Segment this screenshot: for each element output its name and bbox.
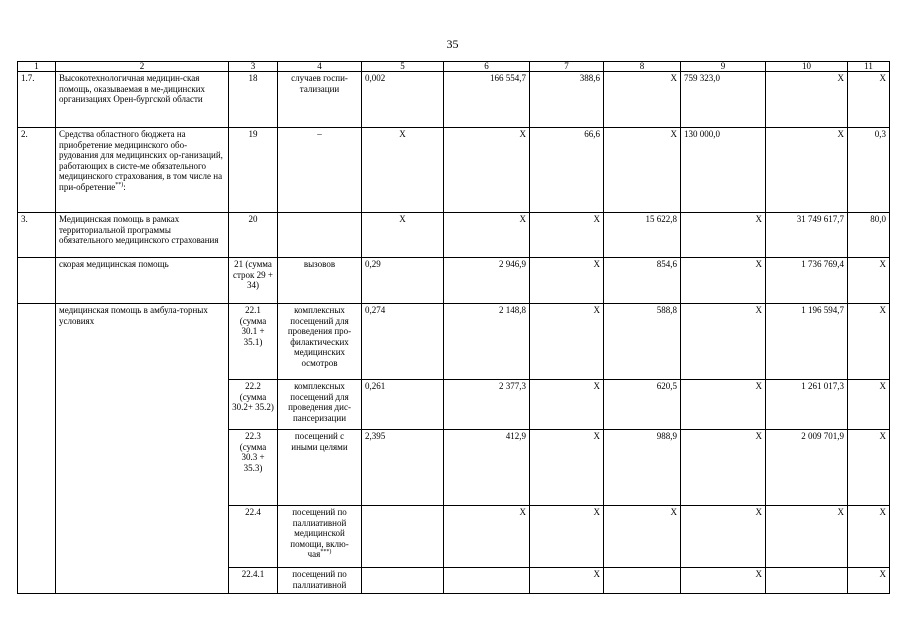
value-cell: 588,8 — [604, 304, 681, 380]
column-number: 6 — [444, 62, 530, 72]
value-cell: 80,0 — [848, 213, 890, 258]
row-name: Медицинская помощь в рамках территориальной программы обязательного медицинского страхования — [56, 213, 229, 258]
value-cell: 2,395 — [362, 430, 444, 506]
value-cell: X — [848, 506, 890, 568]
value-cell: 2 148,8 — [444, 304, 530, 380]
column-number: 3 — [229, 62, 278, 72]
value-cell: X — [848, 430, 890, 506]
value-cell: X — [681, 430, 766, 506]
value-cell: 854,6 — [604, 258, 681, 304]
line-code: 18 — [229, 72, 278, 128]
row-name: скорая медицинская помощь — [56, 258, 229, 304]
value-cell: 1 196 594,7 — [766, 304, 848, 380]
value-cell: X — [444, 506, 530, 568]
column-number: 5 — [362, 62, 444, 72]
value-cell: 1 261 017,3 — [766, 380, 848, 430]
value-cell: 759 323,0 — [681, 72, 766, 128]
value-cell: X — [530, 258, 604, 304]
value-cell: X — [362, 128, 444, 213]
value-cell: X — [766, 128, 848, 213]
value-cell: X — [530, 213, 604, 258]
value-cell: 412,9 — [444, 430, 530, 506]
column-number: 11 — [848, 62, 890, 72]
column-number: 10 — [766, 62, 848, 72]
unit-cell: комплексных посещений для проведения дис-пансеризации — [278, 380, 362, 430]
value-cell: X — [766, 506, 848, 568]
value-cell: X — [530, 430, 604, 506]
row-number — [18, 304, 56, 594]
line-code: 22.3 (сумма 30.3 + 35.3) — [229, 430, 278, 506]
value-cell: 1 736 769,4 — [766, 258, 848, 304]
value-cell: X — [766, 72, 848, 128]
value-cell — [362, 568, 444, 594]
column-number: 1 — [18, 62, 56, 72]
value-cell: 0,3 — [848, 128, 890, 213]
line-code: 22.2 (сумма 30.2+ 35.2) — [229, 380, 278, 430]
value-cell: 988,9 — [604, 430, 681, 506]
value-cell: X — [681, 568, 766, 594]
value-cell: X — [444, 213, 530, 258]
value-cell: X — [681, 506, 766, 568]
value-cell: X — [530, 506, 604, 568]
value-cell — [766, 568, 848, 594]
page-number: 35 — [446, 37, 459, 51]
value-cell: X — [444, 128, 530, 213]
value-cell: X — [848, 258, 890, 304]
row-name: медицинская помощь в амбула-торных условиях — [56, 304, 229, 594]
line-code: 21 (сумма строк 29 + 34) — [229, 258, 278, 304]
line-code: 22.1 (сумма 30.1 + 35.1) — [229, 304, 278, 380]
value-cell — [444, 568, 530, 594]
value-cell: 2 946,9 — [444, 258, 530, 304]
unit-cell: случаев госпи-тализации — [278, 72, 362, 128]
value-cell: X — [362, 213, 444, 258]
value-cell: 66,6 — [530, 128, 604, 213]
value-cell: X — [681, 380, 766, 430]
table-row — [18, 213, 890, 258]
column-number: 4 — [278, 62, 362, 72]
line-code: 22.4 — [229, 506, 278, 568]
value-cell — [362, 506, 444, 568]
value-cell: 0,29 — [362, 258, 444, 304]
value-cell: 0,002 — [362, 72, 444, 128]
unit-cell — [278, 213, 362, 258]
row-number: 2. — [18, 128, 56, 213]
value-cell: 0,261 — [362, 380, 444, 430]
value-cell: X — [530, 568, 604, 594]
value-cell: X — [604, 72, 681, 128]
table-row — [18, 304, 890, 380]
value-cell: 2 377,3 — [444, 380, 530, 430]
table-row — [18, 128, 890, 213]
value-cell: X — [530, 304, 604, 380]
unit-cell: комплексных посещений для проведения про-филактических медицинских осмотров — [278, 304, 362, 380]
value-cell: X — [681, 258, 766, 304]
value-cell — [604, 568, 681, 594]
value-cell: X — [848, 304, 890, 380]
value-cell: 0,274 — [362, 304, 444, 380]
unit-cell: посещений по паллиативной — [278, 568, 362, 594]
value-cell: 620,5 — [604, 380, 681, 430]
value-cell: X — [681, 304, 766, 380]
table-row — [18, 258, 890, 304]
value-cell: X — [681, 213, 766, 258]
value-cell: 388,6 — [530, 72, 604, 128]
value-cell: X — [848, 568, 890, 594]
line-code: 20 — [229, 213, 278, 258]
row-name: Средства областного бюджета на приобретение медицинского обо-рудования для медицинских ор-ганизаций, работающих в систе-ме обязательного медицинского страхования, в том числе на при-обретение**): — [56, 128, 229, 213]
value-cell: 2 009 701,9 — [766, 430, 848, 506]
value-cell: X — [848, 380, 890, 430]
unit-cell: вызовов — [278, 258, 362, 304]
line-code: 22.4.1 — [229, 568, 278, 594]
value-cell: X — [848, 72, 890, 128]
unit-cell: посещений с иными целями — [278, 430, 362, 506]
column-number: 2 — [56, 62, 229, 72]
unit-cell: посещений по паллиативной медицинской помощи, вклю-чая***) — [278, 506, 362, 568]
column-number: 7 — [530, 62, 604, 72]
value-cell: X — [604, 506, 681, 568]
value-cell: 15 622,8 — [604, 213, 681, 258]
value-cell: X — [530, 380, 604, 430]
value-cell: X — [604, 128, 681, 213]
table-row — [18, 72, 890, 128]
value-cell: 166 554,7 — [444, 72, 530, 128]
column-number: 8 — [604, 62, 681, 72]
tariff-table — [17, 61, 890, 594]
unit-cell: – — [278, 128, 362, 213]
value-cell: 31 749 617,7 — [766, 213, 848, 258]
column-number-row — [18, 62, 890, 72]
row-number — [18, 258, 56, 304]
row-number: 3. — [18, 213, 56, 258]
row-number: 1.7. — [18, 72, 56, 128]
value-cell: 130 000,0 — [681, 128, 766, 213]
row-name: Высокотехнологичная медицин-ская помощь, оказываемая в ме-дицинских организациях Орен-бургской области — [56, 72, 229, 128]
column-number: 9 — [681, 62, 766, 72]
line-code: 19 — [229, 128, 278, 213]
